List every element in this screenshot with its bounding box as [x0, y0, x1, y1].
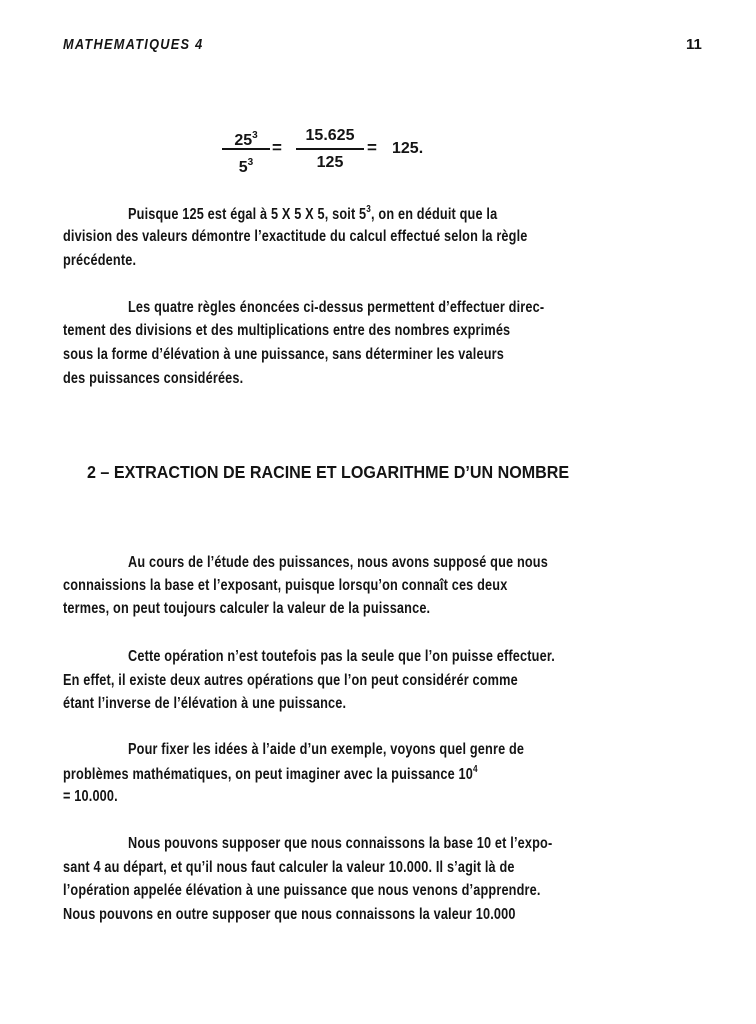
exponent: 4 — [472, 764, 478, 775]
numerator: 15.625 — [305, 127, 355, 144]
text-line — [63, 764, 478, 784]
numerator-base: 25 — [234, 132, 253, 149]
text-line: étant l’inverse de l’élévation à une puissance. — [63, 695, 347, 712]
text-segment: , on en déduit que la — [371, 206, 498, 223]
section-heading: 2 – EXTRACTION DE RACINE ET LOGARITHME D’UN NOMBRE — [87, 462, 570, 482]
page-number: 11 — [686, 36, 702, 53]
denominator-exponent: 3 — [247, 157, 254, 168]
exponent: 3 — [366, 204, 372, 215]
text-line: sous la forme d’élévation à une puissance, sans déterminer les valeurs — [63, 346, 504, 363]
equals-sign: = — [272, 138, 282, 157]
text-line: Les quatre règles énoncées ci-dessus permettent d’effectuer direc- — [128, 299, 545, 316]
numerator — [222, 125, 270, 147]
text-line: connaissions la base et l’exposant, puisque lorsqu’on connaît ces deux — [63, 577, 508, 594]
fraction-25-cubed-over-5-cubed — [222, 125, 270, 174]
text-line: Pour fixer les idées à l’aide d’un exemple, voyons quel genre de — [128, 741, 525, 758]
denominator-base: 5 — [238, 159, 248, 176]
text-line: tement des divisions et des multiplications entre des nombres exprimés — [63, 322, 511, 339]
denominator — [222, 152, 270, 174]
text-segment: Puisque 125 est égal à 5 X 5 X 5, soit 5 — [128, 206, 367, 223]
text-line: Au cours de l’étude des puissances, nous avons supposé que nous — [128, 554, 548, 571]
text-line: Nous pouvons en outre supposer que nous connaissons la valeur 10.000 — [63, 906, 516, 923]
equation-result: 125. — [392, 140, 424, 157]
denominator: 125 — [316, 154, 344, 171]
text-line: = 10.000. — [63, 788, 118, 805]
text-line: division des valeurs démontre l’exactitude du calcul effectué selon la règle — [63, 228, 528, 245]
running-title: MATHEMATIQUES 4 — [63, 36, 204, 53]
text-line: Nous pouvons supposer que nous connaissons la base 10 et l’expo- — [128, 835, 553, 852]
text-line: termes, on peut toujours calculer la valeur de la puissance. — [63, 600, 431, 617]
text-line: l’opération appelée élévation à une puissance que nous venons d’apprendre. — [63, 882, 541, 899]
text-line: sant 4 au départ, et qu’il nous faut calculer la valeur 10.000. Il s’agit là de — [63, 859, 515, 876]
text-line: des puissances considérées. — [63, 370, 244, 387]
numerator-exponent: 3 — [252, 130, 258, 141]
equals-sign: = — [367, 138, 377, 157]
text-line — [128, 204, 497, 224]
text-line: En effet, il existe deux autres opérations que l’on peut considérér comme — [63, 672, 518, 689]
text-segment: problèmes mathématiques, on peut imaginer avec la puissance 10 — [63, 766, 473, 783]
text-line: précédente. — [63, 252, 137, 269]
fraction-bar — [296, 148, 364, 150]
fraction-15625-over-125 — [296, 125, 364, 174]
text-line: Cette opération n’est toutefois pas la seule que l’on puisse effectuer. — [128, 648, 555, 665]
